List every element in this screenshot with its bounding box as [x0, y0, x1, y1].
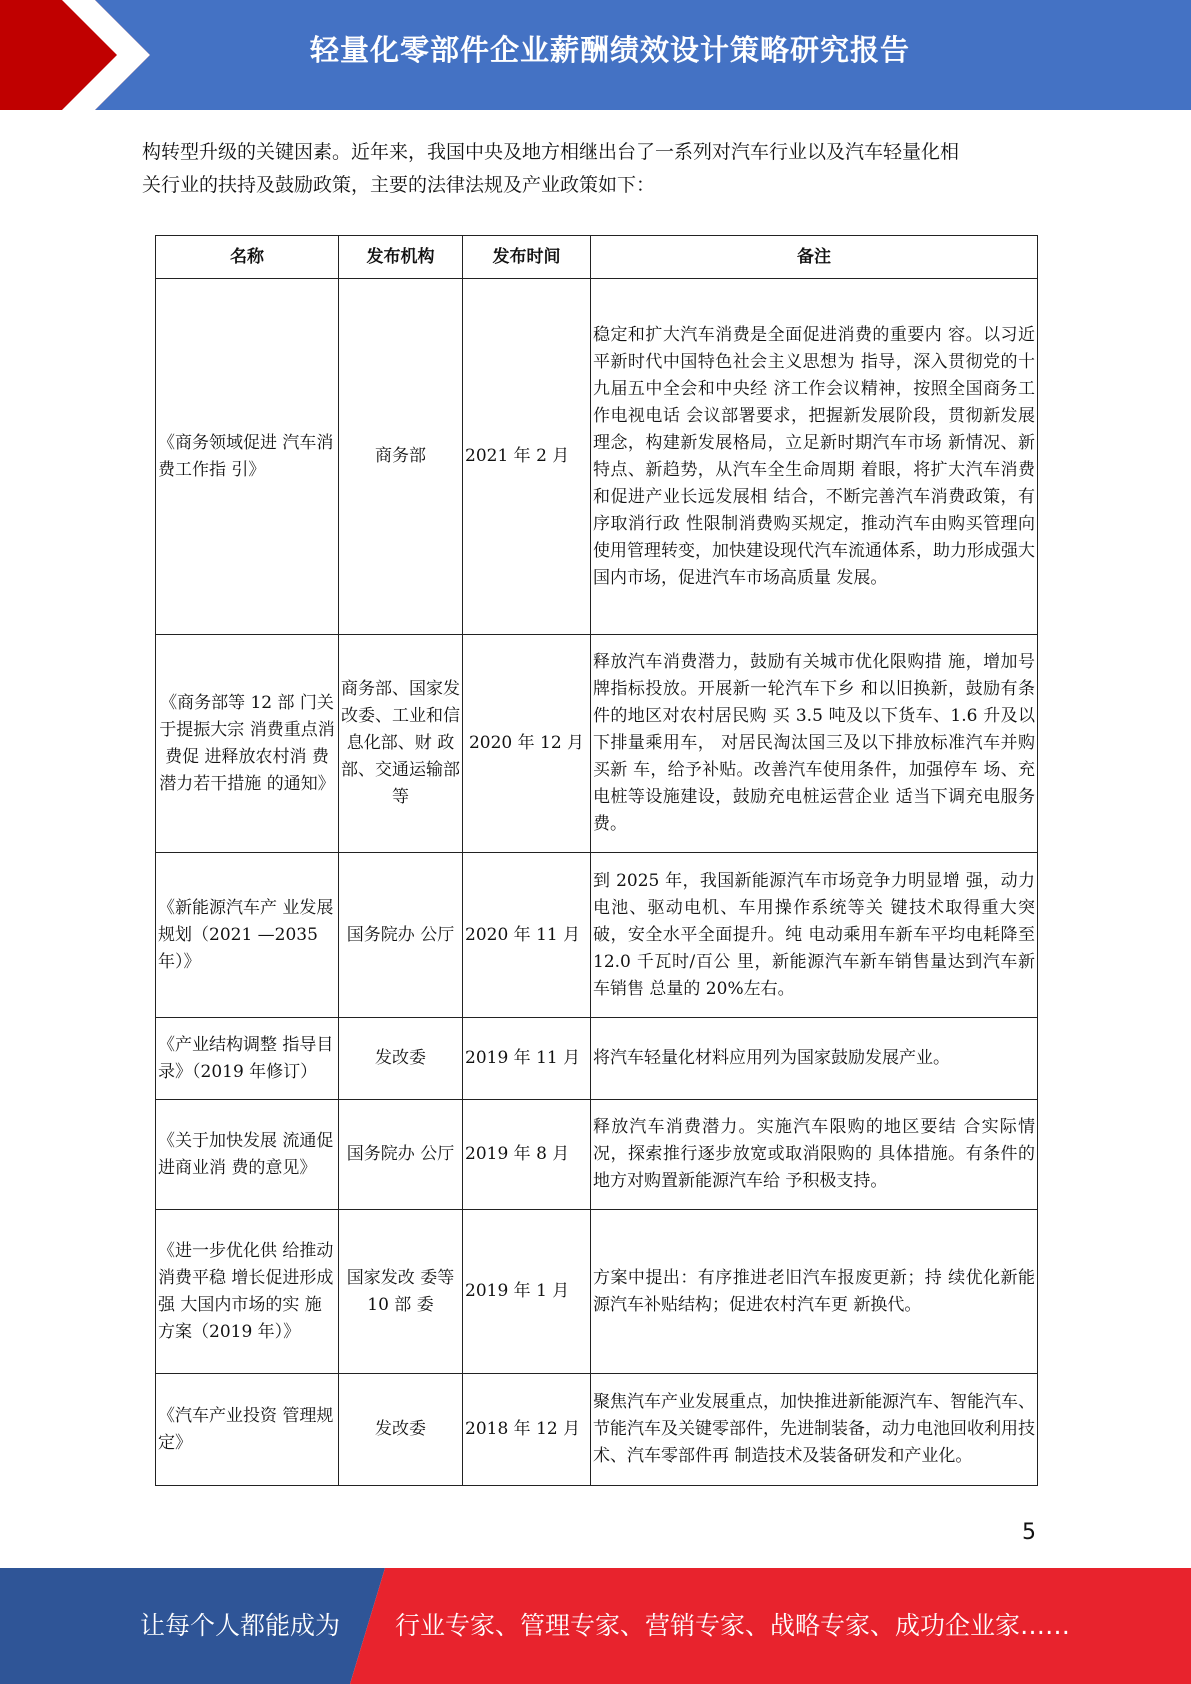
cell-name: 《产业结构调整 指导目录》（2019 年修订）	[156, 1018, 339, 1100]
cell-org: 国务院办 公厅	[339, 853, 463, 1018]
table-row	[156, 853, 1038, 1018]
cell-note: 方案中提出：有序推进老旧汽车报废更新；持 续优化新能源汽车补贴结构；促进农村汽车更 新换代。	[591, 1210, 1038, 1374]
footer-slogan-right: 行业专家、管理专家、营销专家、战略专家、成功企业家……	[395, 1611, 1071, 1640]
table-header-row	[156, 236, 1038, 279]
cell-name: 《商务部等 12 部 门关于提振大宗 消费重点消费促 进释放农村消 费潜力若干措施 的通知》	[156, 635, 339, 853]
cell-date: 2020 年 12 月	[463, 635, 591, 853]
policy-table	[155, 235, 1038, 1486]
cell-org: 发改委	[339, 1374, 463, 1486]
table-row	[156, 279, 1038, 635]
cell-note: 释放汽车消费潜力。实施汽车限购的地区要结 合实际情况，探索推行逐步放宽或取消限购的 具体措施。有条件的地方对购置新能源汽车给 予积极支持。	[591, 1100, 1038, 1210]
cell-org: 国务院办 公厅	[339, 1100, 463, 1210]
intro-line-1: 构转型升级的关键因素。近年来，我国中央及地方相继出台了一系列对汽车行业以及汽车轻量化相	[142, 141, 960, 163]
cell-note: 稳定和扩大汽车消费是全面促进消费的重要内 容。以习近平新时代中国特色社会主义思想为 指导，深入贯彻党的十九届五中全会和中央经 济工作会议精神，按照全国商务工作电视电话 会议部署要求，把握新发展阶段，贯彻新发展 理念，构建新发展格局，立足新时期汽车市场 新情况、新特点、新趋势，从汽车全生命周期 着眼，将扩大汽车消费和促进产业长远发展相 结合，不断完善汽车消费政策，有序取消行政 性限制消费购买规定，推动汽车由购买管理向 使用管理转变，加快建设现代汽车流通体系，助力形成强大国内市场，促进汽车市场高质量 发展。	[591, 279, 1038, 635]
cell-org: 商务部	[339, 279, 463, 635]
col-header-name: 名称	[156, 236, 339, 279]
cell-org: 国家发改 委等 10 部 委	[339, 1210, 463, 1374]
cell-date: 2021 年 2 月	[463, 279, 591, 635]
cell-note: 聚焦汽车产业发展重点，加快推进新能源汽车、智能汽车、节能汽车及关键零部件，先进制装备，动力电池回收利用技术、汽车零部件再 制造技术及装备研发和产业化。	[591, 1374, 1038, 1486]
cell-note: 释放汽车消费潜力，鼓励有关城市优化限购措 施，增加号牌指标投放。开展新一轮汽车下乡 和以旧换新，鼓励有条件的地区对农村居民购 买 3.5 吨及以下货车、1.6 升及以下排量乘用车， 对居民淘汰国三及以下排放标准汽车并购买新 车，给予补贴。改善汽车使用条件，加强停车 场、充电桩等设施建设，鼓励充电桩运营企业 适当下调充电服务费。	[591, 635, 1038, 853]
col-header-date: 发布时间	[463, 236, 591, 279]
cell-org: 发改委	[339, 1018, 463, 1100]
table-row	[156, 1374, 1038, 1486]
table-row	[156, 1018, 1038, 1100]
page-footer	[0, 1568, 1191, 1684]
cell-name: 《进一步优化供 给推动消费平稳 增长促进形成强 大国内市场的实 施方案（2019 年）》	[156, 1210, 339, 1374]
col-header-org: 发布机构	[339, 236, 463, 279]
cell-name: 《新能源汽车产 业发展规划（2021 —2035 年）》	[156, 853, 339, 1018]
table-row	[156, 1100, 1038, 1210]
footer-slogan-left: 让每个人都能成为	[140, 1611, 341, 1640]
cell-date: 2018 年 12 月	[463, 1374, 591, 1486]
table-row	[156, 635, 1038, 853]
chevron-arrow-icon	[0, 0, 160, 110]
cell-date: 2019 年 11 月	[463, 1018, 591, 1100]
page-header	[0, 0, 1191, 110]
cell-name: 《商务领域促进 汽车消费工作指 引》	[156, 279, 339, 635]
cell-date: 2020 年 11 月	[463, 853, 591, 1018]
cell-name: 《汽车产业投资 管理规定》	[156, 1374, 339, 1486]
cell-note: 将汽车轻量化材料应用列为国家鼓励发展产业。	[591, 1018, 1038, 1100]
intro-paragraph	[142, 136, 1052, 202]
report-title: 轻量化零部件企业薪酬绩效设计策略研究报告	[309, 33, 910, 67]
cell-name: 《关于加快发展 流通促进商业消 费的意见》	[156, 1100, 339, 1210]
cell-org: 商务部、国家发改委、工业和信 息化部、财 政部、交通运输部等	[339, 635, 463, 853]
page-number: 5	[1022, 1520, 1036, 1545]
table-row	[156, 1210, 1038, 1374]
intro-line-2: 关行业的扶持及鼓励政策，主要的法律法规及产业政策如下：	[142, 174, 656, 196]
cell-note: 到 2025 年，我国新能源汽车市场竞争力明显增 强，动力电池、驱动电机、车用操作系统等关 键技术取得重大突破，安全水平全面提升。纯 电动乘用车新车平均电耗降至 12.0 千瓦时/百公 里，新能源汽车新车销售量达到汽车新车销售 总量的 20%左右。	[591, 853, 1038, 1018]
cell-date: 2019 年 8 月	[463, 1100, 591, 1210]
cell-date: 2019 年 1 月	[463, 1210, 591, 1374]
col-header-note: 备注	[591, 236, 1038, 279]
